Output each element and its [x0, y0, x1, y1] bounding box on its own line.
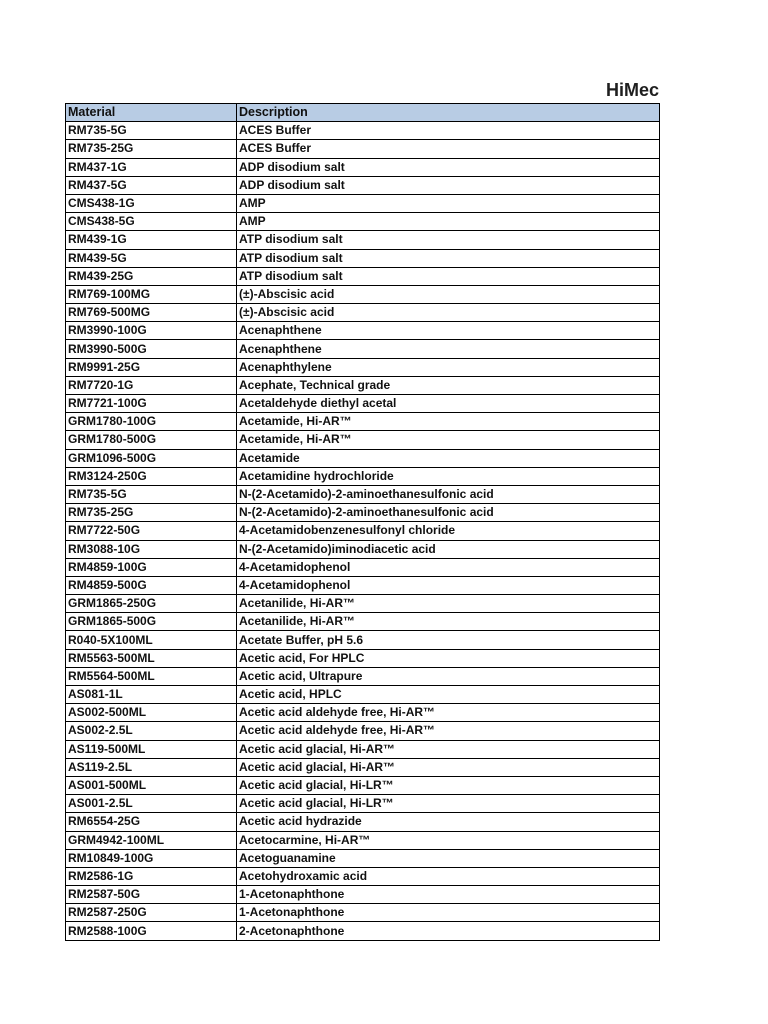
product-table	[65, 103, 660, 941]
description-cell[interactable]: 4-Acetamidophenol	[237, 558, 660, 576]
material-cell[interactable]: CMS438-1G	[66, 194, 237, 212]
description-cell[interactable]: AMP	[237, 213, 660, 231]
table-row	[66, 686, 660, 704]
material-cell[interactable]: RM7720-1G	[66, 376, 237, 394]
material-cell[interactable]: AS001-500ML	[66, 776, 237, 794]
description-cell[interactable]: Acetic acid hydrazide	[237, 813, 660, 831]
description-cell[interactable]: ATP disodium salt	[237, 267, 660, 285]
table-row	[66, 704, 660, 722]
table-row	[66, 631, 660, 649]
material-cell[interactable]: CMS438-5G	[66, 213, 237, 231]
description-cell[interactable]: Acetohydroxamic acid	[237, 867, 660, 885]
table-row	[66, 595, 660, 613]
table-row	[66, 395, 660, 413]
description-cell[interactable]: N-(2-Acetamido)iminodiacetic acid	[237, 540, 660, 558]
table-row	[66, 849, 660, 867]
table-row	[66, 649, 660, 667]
material-cell[interactable]: AS002-2.5L	[66, 722, 237, 740]
material-cell[interactable]: RM439-1G	[66, 231, 237, 249]
table-row	[66, 467, 660, 485]
table-row	[66, 758, 660, 776]
page-title: HiMec	[606, 80, 660, 100]
description-cell[interactable]: Acetic acid aldehyde free, Hi-AR™	[237, 722, 660, 740]
material-cell[interactable]: RM439-25G	[66, 267, 237, 285]
material-cell[interactable]: RM437-5G	[66, 176, 237, 194]
material-cell[interactable]: GRM1865-250G	[66, 595, 237, 613]
table-body	[66, 122, 660, 940]
material-cell[interactable]: R040-5X100ML	[66, 631, 237, 649]
description-cell[interactable]: Acetaldehyde diethyl acetal	[237, 395, 660, 413]
material-cell[interactable]: RM10849-100G	[66, 849, 237, 867]
description-cell[interactable]: Acetate Buffer, pH 5.6	[237, 631, 660, 649]
table-row	[66, 722, 660, 740]
material-cell[interactable]: RM735-5G	[66, 122, 237, 140]
table-row	[66, 740, 660, 758]
table-row	[66, 376, 660, 394]
material-cell[interactable]: GRM1780-100G	[66, 413, 237, 431]
description-cell[interactable]: Acetic acid glacial, Hi-AR™	[237, 740, 660, 758]
description-cell[interactable]: N-(2-Acetamido)-2-aminoethanesulfonic acid	[237, 485, 660, 503]
table-row	[66, 340, 660, 358]
material-cell[interactable]: RM5563-500ML	[66, 649, 237, 667]
table-row	[66, 795, 660, 813]
description-cell[interactable]: Acetocarmine, Hi-AR™	[237, 831, 660, 849]
table-row	[66, 194, 660, 212]
material-cell[interactable]: RM439-5G	[66, 249, 237, 267]
description-cell[interactable]: (±)-Abscisic acid	[237, 285, 660, 303]
material-cell[interactable]: AS081-1L	[66, 686, 237, 704]
description-cell[interactable]: ACES Buffer	[237, 122, 660, 140]
material-cell[interactable]: RM437-1G	[66, 158, 237, 176]
description-cell[interactable]: Acetamide, Hi-AR™	[237, 431, 660, 449]
description-cell[interactable]: Acenaphthene	[237, 322, 660, 340]
description-cell[interactable]: Acetic acid, For HPLC	[237, 649, 660, 667]
material-cell[interactable]: RM3990-500G	[66, 340, 237, 358]
description-cell[interactable]: AMP	[237, 194, 660, 212]
table-row	[66, 813, 660, 831]
description-cell[interactable]: Acetamide	[237, 449, 660, 467]
material-cell[interactable]: RM769-100MG	[66, 285, 237, 303]
description-cell[interactable]: ATP disodium salt	[237, 231, 660, 249]
material-cell[interactable]: RM4859-500G	[66, 576, 237, 594]
table-row	[66, 213, 660, 231]
description-cell[interactable]: 1-Acetonaphthone	[237, 904, 660, 922]
table-row	[66, 776, 660, 794]
material-cell[interactable]: RM2587-50G	[66, 886, 237, 904]
table-row	[66, 358, 660, 376]
material-cell[interactable]: RM769-500MG	[66, 304, 237, 322]
column-header-material: Material	[66, 104, 237, 122]
table-row	[66, 449, 660, 467]
material-cell[interactable]: RM7722-50G	[66, 522, 237, 540]
material-cell[interactable]: RM735-25G	[66, 504, 237, 522]
description-cell[interactable]: Acetamide, Hi-AR™	[237, 413, 660, 431]
description-cell[interactable]: Acetoguanamine	[237, 849, 660, 867]
description-cell[interactable]: 2-Acetonaphthone	[237, 922, 660, 940]
description-cell[interactable]: Acetic acid glacial, Hi-LR™	[237, 776, 660, 794]
table-row	[66, 558, 660, 576]
description-cell[interactable]: ADP disodium salt	[237, 176, 660, 194]
material-cell[interactable]: AS119-500ML	[66, 740, 237, 758]
table-row	[66, 576, 660, 594]
description-cell[interactable]: Acetanilide, Hi-AR™	[237, 613, 660, 631]
table-row	[66, 285, 660, 303]
description-cell[interactable]: Acetic acid glacial, Hi-AR™	[237, 758, 660, 776]
description-cell[interactable]: (±)-Abscisic acid	[237, 304, 660, 322]
table-row	[66, 540, 660, 558]
material-cell[interactable]: GRM4942-100ML	[66, 831, 237, 849]
table-row	[66, 140, 660, 158]
column-header-description: Description	[237, 104, 660, 122]
material-cell[interactable]: RM6554-25G	[66, 813, 237, 831]
material-cell[interactable]: RM3088-10G	[66, 540, 237, 558]
table-row	[66, 504, 660, 522]
description-cell[interactable]: Acephate, Technical grade	[237, 376, 660, 394]
description-cell[interactable]: Acetic acid, HPLC	[237, 686, 660, 704]
table-row	[66, 304, 660, 322]
material-cell[interactable]: GRM1096-500G	[66, 449, 237, 467]
description-cell[interactable]: ACES Buffer	[237, 140, 660, 158]
material-cell[interactable]: AS001-2.5L	[66, 795, 237, 813]
table-row	[66, 613, 660, 631]
table-row	[66, 485, 660, 503]
material-cell[interactable]: RM735-5G	[66, 485, 237, 503]
description-cell[interactable]: Acetamidine hydrochloride	[237, 467, 660, 485]
table-row	[66, 322, 660, 340]
material-cell[interactable]: RM3990-100G	[66, 322, 237, 340]
material-cell[interactable]: AS002-500ML	[66, 704, 237, 722]
table-row	[66, 831, 660, 849]
material-cell[interactable]: RM2588-100G	[66, 922, 237, 940]
table-row	[66, 231, 660, 249]
material-cell[interactable]: RM4859-100G	[66, 558, 237, 576]
description-cell[interactable]: Acenaphthylene	[237, 358, 660, 376]
table-row	[66, 922, 660, 940]
description-cell[interactable]: ADP disodium salt	[237, 158, 660, 176]
table-row	[66, 867, 660, 885]
table-row	[66, 904, 660, 922]
table-row	[66, 249, 660, 267]
description-cell[interactable]: 1-Acetonaphthone	[237, 886, 660, 904]
material-cell[interactable]: GRM1780-500G	[66, 431, 237, 449]
material-cell[interactable]: AS119-2.5L	[66, 758, 237, 776]
table-row	[66, 886, 660, 904]
table-row	[66, 522, 660, 540]
description-cell[interactable]: Acetic acid aldehyde free, Hi-AR™	[237, 704, 660, 722]
table-header-row	[66, 104, 660, 122]
table-row	[66, 267, 660, 285]
table-row	[66, 158, 660, 176]
material-cell[interactable]: RM5564-500ML	[66, 667, 237, 685]
material-cell[interactable]: RM2586-1G	[66, 867, 237, 885]
material-cell[interactable]: RM2587-250G	[66, 904, 237, 922]
table-row	[66, 176, 660, 194]
table-row	[66, 431, 660, 449]
table-row	[66, 122, 660, 140]
material-cell[interactable]: RM7721-100G	[66, 395, 237, 413]
description-cell[interactable]: Acetic acid glacial, Hi-LR™	[237, 795, 660, 813]
description-cell[interactable]: Acetic acid, Ultrapure	[237, 667, 660, 685]
description-cell[interactable]: Acenaphthene	[237, 340, 660, 358]
description-cell[interactable]: 4-Acetamidophenol	[237, 576, 660, 594]
table-row	[66, 413, 660, 431]
material-cell[interactable]: GRM1865-500G	[66, 613, 237, 631]
description-cell[interactable]: Acetanilide, Hi-AR™	[237, 595, 660, 613]
description-cell[interactable]: N-(2-Acetamido)-2-aminoethanesulfonic acid	[237, 504, 660, 522]
material-cell[interactable]: RM9991-25G	[66, 358, 237, 376]
description-cell[interactable]: 4-Acetamidobenzenesulfonyl chloride	[237, 522, 660, 540]
material-cell[interactable]: RM735-25G	[66, 140, 237, 158]
table-row	[66, 667, 660, 685]
material-cell[interactable]: RM3124-250G	[66, 467, 237, 485]
description-cell[interactable]: ATP disodium salt	[237, 249, 660, 267]
